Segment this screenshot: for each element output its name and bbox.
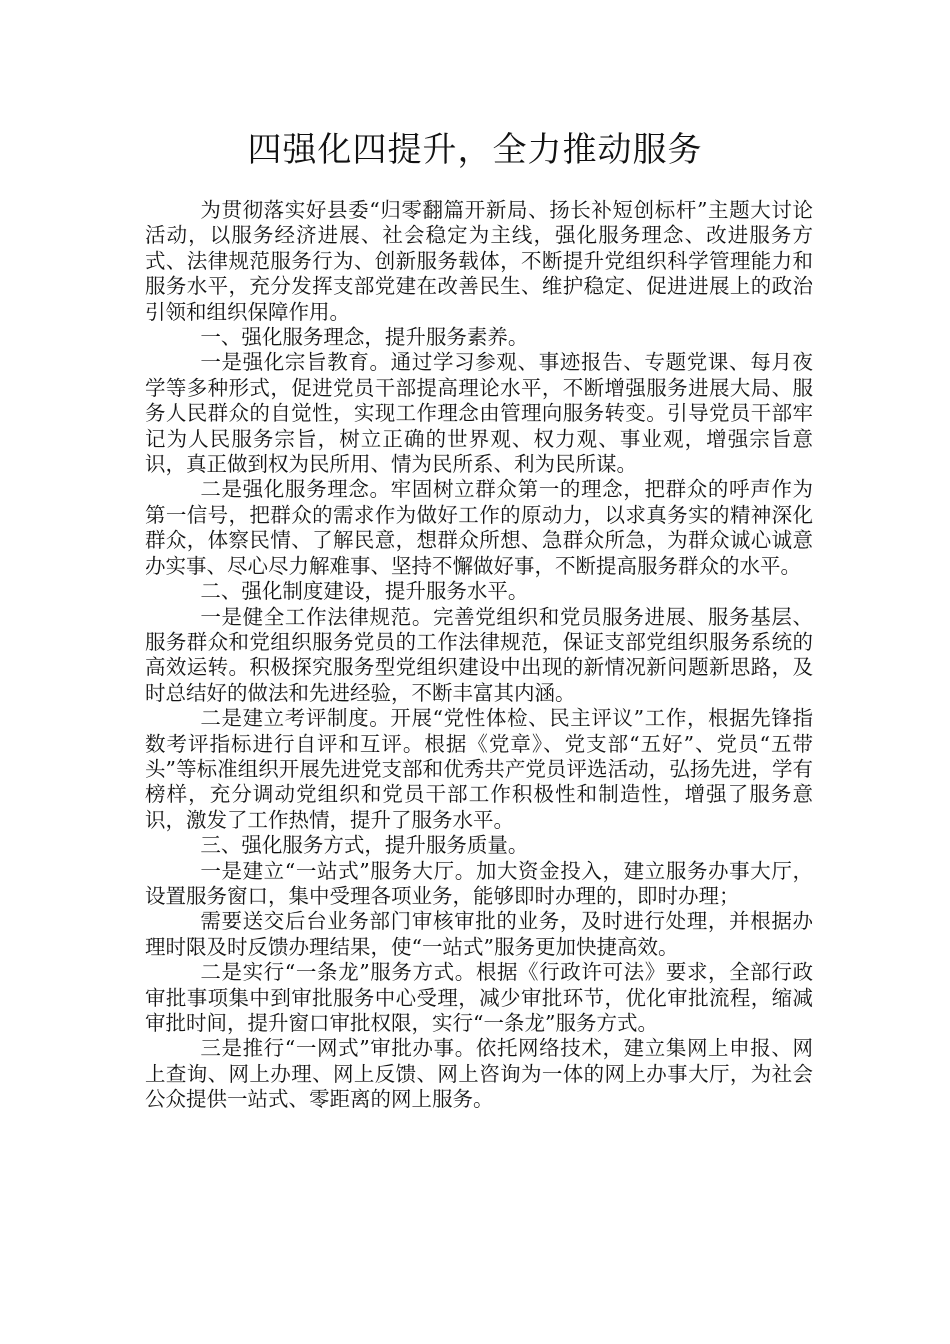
document-title: 四强化四提升，全力推动服务 <box>247 130 703 170</box>
paragraph-1-1: 一是强化宗旨教育。通过学习参观、事迹报告、专题党课、每月夜学等多种形式，促进党员干部提高理论水平，不断增强服务进展大局、服务人民群众的自觉性，实现工作理念由管理向服务转变。引导党员干部牢记为人民服务宗旨，树立正确的世界观、权力观、事业观，增强宗旨意识，真正做到权为民所用、情为民所系、利为民所谋。 <box>145 350 813 477</box>
paragraph-3-2: 二是实行“一条龙”服务方式。根据《行政许可法》要求，全部行政审批事项集中到审批服务中心受理，减少审批环节，优化审批流程，缩减审批时间，提升窗口审批权限，实行“一条龙”服务方式。 <box>145 960 813 1035</box>
paragraph-3-1: 一是建立“一站式”服务大厅。加大资金投入，建立服务办事大厅，设置服务窗口，集中受理各项业务，能够即时办理的，即时办理； <box>145 858 813 908</box>
paragraph-2-2: 二是建立考评制度。开展“党性体检、民主评议”工作，根据先锋指数考评指标进行自评和互评。根据《党章》、党支部“五好”、党员“五带头”等标准组织开展先进党支部和优秀共产党员评选活动，弘扬先进，学有榜样，充分调动党组织和党员干部工作积极性和制造性，增强了服务意识，激发了工作热情，提升了服务水平。 <box>145 706 813 832</box>
section-heading-1: 一、强化服务理念，提升服务素养。 <box>200 325 529 350</box>
paragraph-2-1: 一是健全工作法律规范。完善党组织和党员服务进展、服务基层、服务群众和党组织服务党员的工作法律规范，保证支部党组织服务系统的高效运转。积极探究服务型党组织建设中出现的新情况新问题新思路，及时总结好的做法和先进经验，不断丰富其内涵。 <box>145 604 813 705</box>
paragraph-1-2: 二是强化服务理念。牢固树立群众第一的理念，把群众的呼声作为第一信号，把群众的需求作为做好工作的原动力，以求真务实的精神深化群众，体察民情、了解民意，想群众所想、急群众所急，为群众诚心诚意办实事、尽心尽力解难事、坚持不懈做好事，不断提高服务群众的水平。 <box>145 477 813 578</box>
section-heading-2: 二、强化制度建设，提升服务水平。 <box>200 579 529 604</box>
paragraph-3-3: 三是推行“一网式”审批办事。依托网络技术，建立集网上申报、网上查询、网上办理、网上反馈、网上咨询为一体的网上办事大厅，为社会公众提供一站式、零距离的网上服务。 <box>145 1036 813 1112</box>
document-body <box>145 198 813 1113</box>
paragraph-3-1-cont: 需要送交后台业务部门审核审批的业务，及时进行处理，并根据办理时限及时反馈办理结果，使“一站式”服务更加快捷高效。 <box>145 909 813 959</box>
section-heading-3: 三、强化服务方式，提升服务质量。 <box>200 833 529 858</box>
intro-paragraph: 为贯彻落实好县委“归零翻篇开新局、扬长补短创标杆”主题大讨论活动，以服务经济进展、社会稳定为主线，强化服务理念、改进服务方式、法律规范服务行为、创新服务载体，不断提升党组织科学管理能力和服务水平，充分发挥支部党建在改善民生、维护稳定、促进进展上的政治引领和组织保障作用。 <box>145 198 813 324</box>
